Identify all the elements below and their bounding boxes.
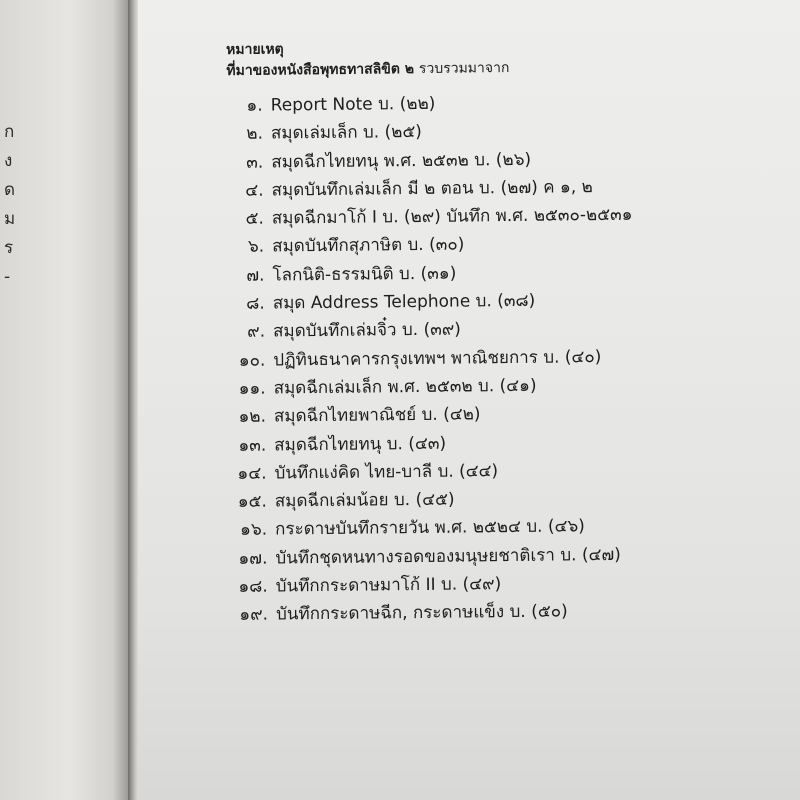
list-item-number: ๗. — [246, 265, 265, 286]
edge-char: ก — [4, 122, 15, 142]
list-item — [227, 174, 593, 205]
list-item-number: ๘. — [246, 293, 265, 314]
list-item-text: บันทึกกระดาษมาโก้ II บ. (๔๙) — [275, 574, 502, 597]
subheading-suffix: รวบรวมมาจาก — [418, 60, 510, 77]
list-item-number: ๑๒. — [238, 406, 267, 428]
list-item-text: สมุด Address Telephone บ. (๓๘) — [272, 290, 536, 314]
list-item-text: สมุดฉีกเล่มเล็ก พ.ศ. ๒๕๓๒ บ. (๔๑) — [273, 375, 537, 399]
note-subheading — [226, 57, 509, 82]
list-item — [229, 315, 512, 346]
list-item-number: ๑๕. — [237, 491, 267, 513]
list-item-text: สมุดบันทึกเล่มเล็ก มี ๒ ตอน บ. (๒๗) ค ๑, ๒ — [271, 177, 593, 201]
list-item — [230, 400, 513, 431]
list-item-number: ๑๖. — [240, 520, 268, 541]
list-item-number: ๖. — [247, 237, 265, 258]
list-item-text: สมุดฉีกไทยทนุ บ. (๔๓) — [274, 433, 447, 456]
left-page — [0, 0, 128, 800]
list-item — [227, 146, 532, 177]
list-item-number: ๑๓. — [238, 435, 267, 456]
list-item-number: ๑๔. — [237, 463, 267, 484]
list-item — [228, 259, 511, 290]
note-section — [226, 37, 633, 630]
list-item-text: บันทึกกระดาษฉีก, กระดาษแข็ง บ. (๕๐) — [275, 601, 568, 625]
list-item-number: ๑. — [246, 95, 263, 116]
list-item — [228, 231, 511, 262]
list-item — [228, 202, 633, 233]
list-item-text: โลกนิติ-ธรรมนิติ บ. (๓๑) — [272, 263, 457, 286]
left-page-edge-text — [4, 118, 18, 292]
edge-char: - — [4, 267, 11, 287]
edge-char: ง — [4, 151, 13, 171]
book-gutter — [128, 0, 138, 800]
list-item-text: Report Note บ. (๒๒) — [270, 93, 436, 116]
list-item-number: ๔. — [245, 180, 264, 201]
edge-char: ม — [4, 209, 16, 229]
list-item — [231, 513, 585, 544]
list-item-text: สมุดฉีกมาโก้ I บ. (๒๙) บันทึก พ.ศ. ๒๕๓๐-๒๕๓๑ — [271, 204, 633, 229]
right-page — [138, 0, 800, 800]
list-item-text: สมุดฉีกไทยพาณิชย์ บ. (๔๒) — [273, 404, 481, 427]
list-item — [230, 457, 513, 488]
list-item — [227, 117, 510, 148]
list-item — [229, 287, 536, 318]
subheading-title: ที่มาของหนังสือพุทธทาสลิขิต ๒ — [226, 61, 415, 79]
list-item-text: สมุดเล่มเล็ก บ. (๒๕) — [270, 122, 423, 144]
list-item-number: ๑๐. — [238, 350, 266, 371]
list-item-text: กระดาษบันทึกรายวัน พ.ศ. ๒๕๒๔ บ. (๔๖) — [275, 516, 585, 540]
list-item-text: บันทึกแง่คิด ไทย-บาลี บ. (๔๔) — [274, 461, 499, 484]
list-item-number: ๑๙. — [239, 604, 269, 626]
edge-char: ด — [4, 180, 16, 200]
list-item-text: บันทึกชุดหนทางรอดของมนุษยชาติเรา บ. (๔๗) — [275, 544, 621, 569]
list-item-number: ๓. — [246, 152, 264, 173]
list-item-text: สมุดบันทึกสุภาษิต บ. (๓๐) — [272, 235, 465, 258]
list-item-number: ๑๑. — [238, 378, 266, 399]
list-item — [229, 344, 602, 375]
source-list — [227, 89, 633, 630]
list-item — [232, 570, 515, 601]
list-item-number: ๙. — [247, 321, 266, 343]
list-item-text: สมุดฉีกไทยทนุ พ.ศ. ๒๕๓๒ บ. (๒๖) — [271, 149, 532, 173]
list-item-text: ปฏิทินธนาคารกรุงเทพฯ พาณิชยการ บ. (๔๐) — [273, 346, 602, 371]
edge-char: ร — [4, 238, 14, 258]
list-item-number: ๒. — [246, 123, 264, 145]
list-item-text: สมุดบันทึกเล่มจิ๋ว บ. (๓๙) — [272, 319, 461, 342]
note-heading: หมายเหตุ — [226, 41, 284, 58]
list-item-number: ๑๗. — [238, 548, 268, 569]
list-item-text: สมุดฉีกเล่มน้อย บ. (๔๕) — [274, 489, 455, 512]
list-item — [230, 372, 537, 403]
list-item — [232, 598, 568, 629]
list-item-number: ๕. — [245, 208, 264, 229]
list-item-number: ๑๘. — [238, 576, 268, 597]
list-item — [231, 542, 621, 573]
list-item — [231, 485, 514, 516]
list-item — [227, 89, 510, 120]
list-item — [230, 429, 513, 460]
